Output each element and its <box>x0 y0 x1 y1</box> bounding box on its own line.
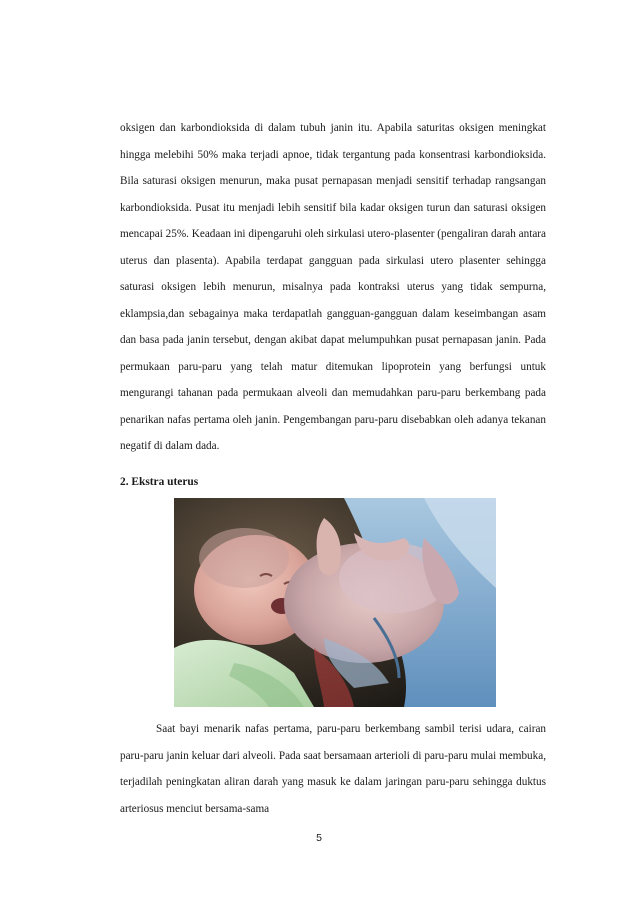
newborn-photo <box>174 498 496 707</box>
page-number: 5 <box>316 832 322 844</box>
body-paragraph: Saat bayi menarik nafas pertama, paru-paru berkembang sambil terisi udara, cairan paru-paru janin keluar dari alveoli. Pada saat bersamaan arterioli di paru-paru mulai membuka, terjadilah peningkatan aliran darah yang masuk ke dalam jaringan paru-paru sehingga duktus arteriosus menciut bersama-sama <box>120 723 546 815</box>
section-heading: 2. Ekstra uterus <box>120 476 199 488</box>
body-paragraph: oksigen dan karbondioksida di dalam tubuh janin itu. Apabila saturitas oksigen meningkat hingga melebihi 50% maka terjadi apnoe, tidak tergantung pada konsentrasi karbondioksida. Bila saturasi oksigen menurun, maka pusat pernapasan menjadi sensitif terhadap rangsangan karbondioksida. Pusat itu menjadi lebih sensitif bila kadar oksigen turun dan saturasi oksigen mencapai 25%. Keadaan ini dipengaruhi oleh sirkulasi utero-plasenter (pengaliran darah antara uterus dan plasenta). Apabila terdapat gangguan pada sirkulasi utero plasenter sehingga saturasi oksigen lebih menurun, misalnya pada kontraksi uterus yang tidak sempurna, eklampsia,dan sebagainya maka terdapatlah gangguan-gangguan dalam keseimbangan asam dan basa pada janin tersebut, dengan akibat dapat melumpuhkan pusat pernapasan janin. Pada permukaan paru-paru yang telah matur ditemukan lipoprotein yang berfungsi untuk mengurangi tahanan pada permukaan alveoli dan memudahkan paru-paru berkembang pada penarikan nafas pertama oleh janin. Pengembangan paru-paru disebabkan oleh adanya tekanan negatif di dalam dada. <box>120 122 546 452</box>
